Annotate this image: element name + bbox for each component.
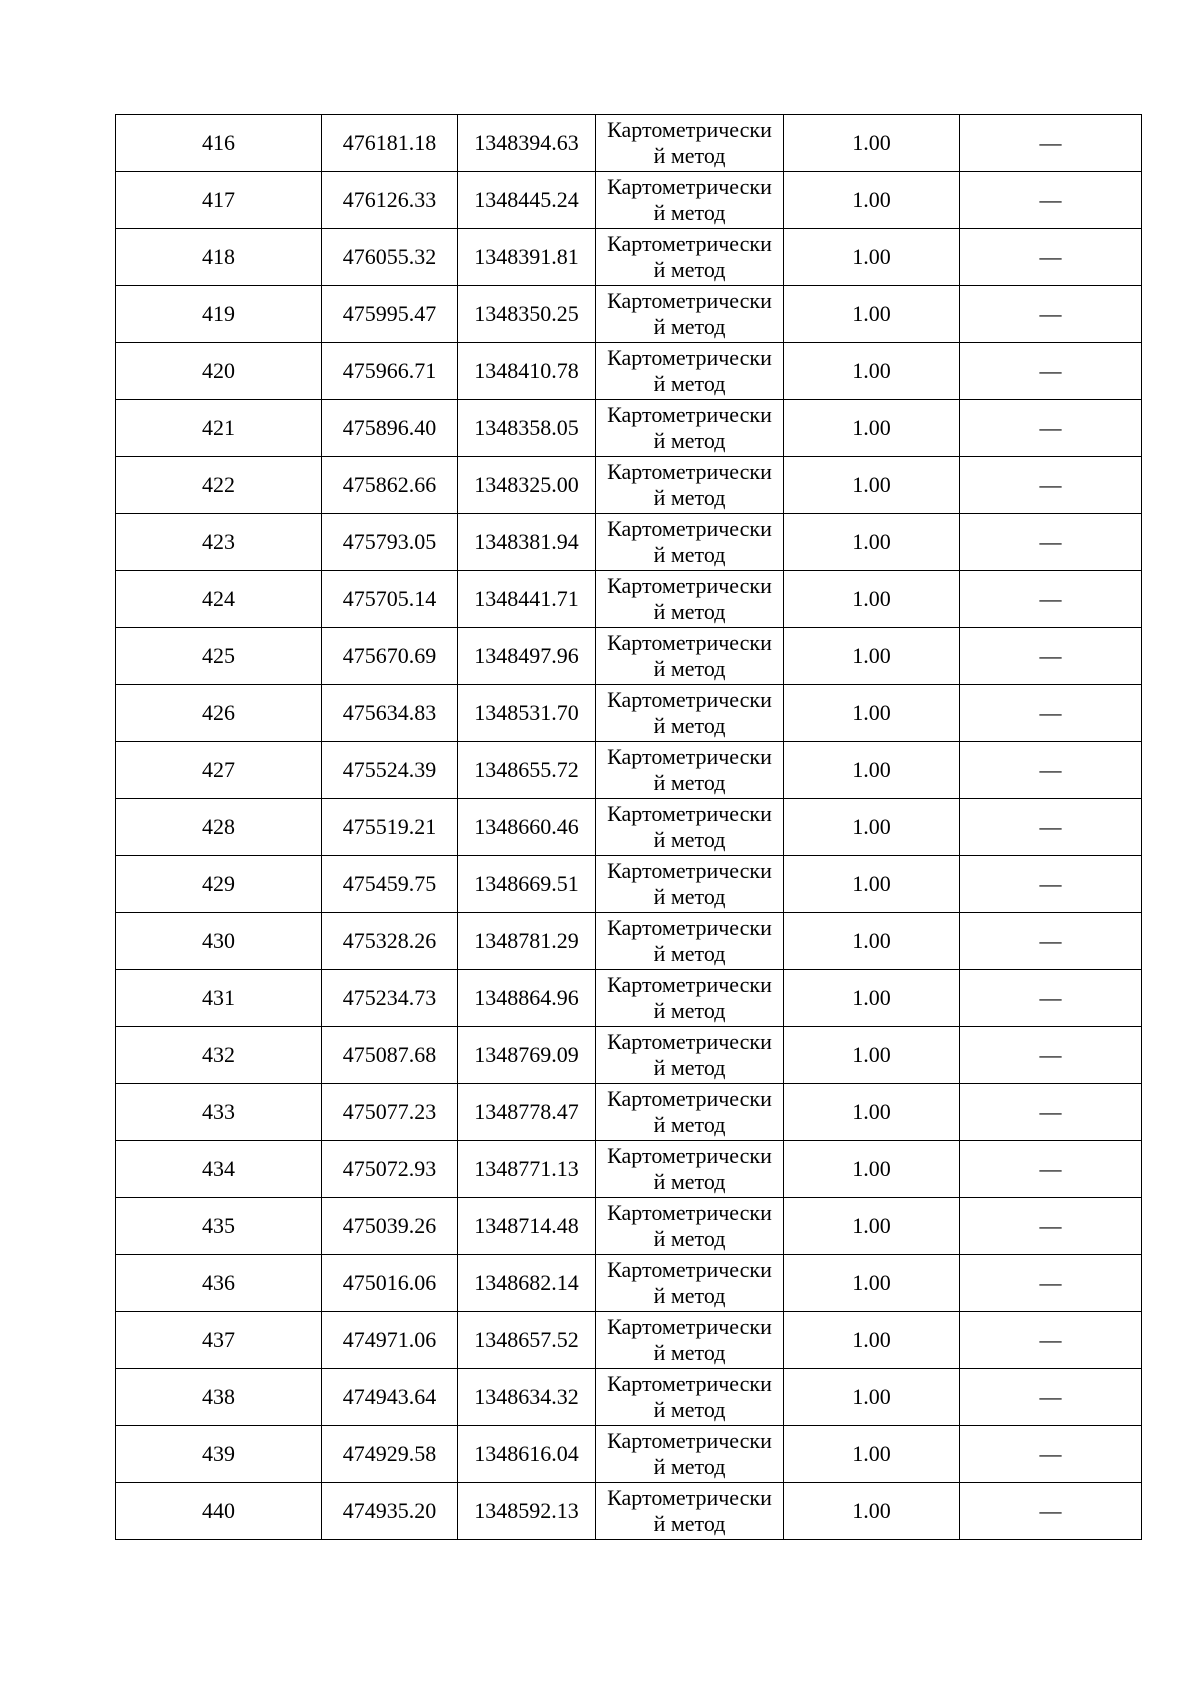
point-number-cell: 421 (116, 400, 322, 457)
x-coordinate-cell: 474971.06 (322, 1312, 458, 1369)
accuracy-cell: 1.00 (784, 343, 960, 400)
y-coordinate-cell: 1348325.00 (458, 457, 596, 514)
table-row (116, 400, 1142, 457)
point-number-cell: 426 (116, 685, 322, 742)
y-coordinate-cell: 1348778.47 (458, 1084, 596, 1141)
method-cell: Картометрически й метод (596, 742, 784, 799)
note-cell: — (960, 1426, 1142, 1483)
x-coordinate-cell: 475670.69 (322, 628, 458, 685)
table-row (116, 1084, 1142, 1141)
accuracy-cell: 1.00 (784, 400, 960, 457)
method-cell: Картометрически й метод (596, 571, 784, 628)
method-cell: Картометрически й метод (596, 1141, 784, 1198)
x-coordinate-cell: 475793.05 (322, 514, 458, 571)
point-number-cell: 436 (116, 1255, 322, 1312)
accuracy-cell: 1.00 (784, 1426, 960, 1483)
method-cell: Картометрически й метод (596, 172, 784, 229)
point-number-cell: 432 (116, 1027, 322, 1084)
y-coordinate-cell: 1348682.14 (458, 1255, 596, 1312)
table-row (116, 685, 1142, 742)
y-coordinate-cell: 1348714.48 (458, 1198, 596, 1255)
method-cell: Картометрически й метод (596, 457, 784, 514)
x-coordinate-cell: 474943.64 (322, 1369, 458, 1426)
table-row (116, 571, 1142, 628)
method-cell: Картометрически й метод (596, 913, 784, 970)
method-cell: Картометрически й метод (596, 286, 784, 343)
point-number-cell: 433 (116, 1084, 322, 1141)
method-cell: Картометрически й метод (596, 1255, 784, 1312)
point-number-cell: 430 (116, 913, 322, 970)
y-coordinate-cell: 1348391.81 (458, 229, 596, 286)
method-cell: Картометрически й метод (596, 1198, 784, 1255)
note-cell: — (960, 514, 1142, 571)
accuracy-cell: 1.00 (784, 970, 960, 1027)
table-row (116, 856, 1142, 913)
table-row (116, 457, 1142, 514)
method-cell: Картометрически й метод (596, 685, 784, 742)
x-coordinate-cell: 475896.40 (322, 400, 458, 457)
y-coordinate-cell: 1348669.51 (458, 856, 596, 913)
table-row (116, 286, 1142, 343)
x-coordinate-cell: 476126.33 (322, 172, 458, 229)
accuracy-cell: 1.00 (784, 571, 960, 628)
point-number-cell: 419 (116, 286, 322, 343)
point-number-cell: 416 (116, 115, 322, 172)
note-cell: — (960, 229, 1142, 286)
y-coordinate-cell: 1348350.25 (458, 286, 596, 343)
note-cell: — (960, 742, 1142, 799)
accuracy-cell: 1.00 (784, 1141, 960, 1198)
note-cell: — (960, 1483, 1142, 1540)
table-row (116, 1255, 1142, 1312)
y-coordinate-cell: 1348531.70 (458, 685, 596, 742)
method-cell: Картометрически й метод (596, 343, 784, 400)
point-number-cell: 439 (116, 1426, 322, 1483)
x-coordinate-cell: 475072.93 (322, 1141, 458, 1198)
note-cell: — (960, 799, 1142, 856)
method-cell: Картометрически й метод (596, 799, 784, 856)
y-coordinate-cell: 1348660.46 (458, 799, 596, 856)
method-cell: Картометрически й метод (596, 628, 784, 685)
accuracy-cell: 1.00 (784, 1255, 960, 1312)
note-cell: — (960, 286, 1142, 343)
note-cell: — (960, 343, 1142, 400)
x-coordinate-cell: 475995.47 (322, 286, 458, 343)
x-coordinate-cell: 474929.58 (322, 1426, 458, 1483)
point-number-cell: 429 (116, 856, 322, 913)
accuracy-cell: 1.00 (784, 856, 960, 913)
method-cell: Картометрически й метод (596, 115, 784, 172)
accuracy-cell: 1.00 (784, 1198, 960, 1255)
y-coordinate-cell: 1348592.13 (458, 1483, 596, 1540)
note-cell: — (960, 115, 1142, 172)
table-row (116, 1027, 1142, 1084)
x-coordinate-cell: 475966.71 (322, 343, 458, 400)
note-cell: — (960, 1141, 1142, 1198)
coordinates-table-body (116, 115, 1142, 1540)
x-coordinate-cell: 475039.26 (322, 1198, 458, 1255)
note-cell: — (960, 628, 1142, 685)
table-row (116, 970, 1142, 1027)
coordinates-table (115, 114, 1142, 1540)
table-row (116, 115, 1142, 172)
table-row (116, 229, 1142, 286)
accuracy-cell: 1.00 (784, 685, 960, 742)
accuracy-cell: 1.00 (784, 1369, 960, 1426)
y-coordinate-cell: 1348358.05 (458, 400, 596, 457)
method-cell: Картометрически й метод (596, 1312, 784, 1369)
note-cell: — (960, 1198, 1142, 1255)
x-coordinate-cell: 474935.20 (322, 1483, 458, 1540)
x-coordinate-cell: 475705.14 (322, 571, 458, 628)
accuracy-cell: 1.00 (784, 628, 960, 685)
y-coordinate-cell: 1348634.32 (458, 1369, 596, 1426)
x-coordinate-cell: 475519.21 (322, 799, 458, 856)
table-row (116, 799, 1142, 856)
y-coordinate-cell: 1348445.24 (458, 172, 596, 229)
x-coordinate-cell: 475524.39 (322, 742, 458, 799)
method-cell: Картометрически й метод (596, 970, 784, 1027)
point-number-cell: 431 (116, 970, 322, 1027)
y-coordinate-cell: 1348781.29 (458, 913, 596, 970)
x-coordinate-cell: 475087.68 (322, 1027, 458, 1084)
accuracy-cell: 1.00 (784, 172, 960, 229)
method-cell: Картометрически й метод (596, 1426, 784, 1483)
note-cell: — (960, 970, 1142, 1027)
point-number-cell: 437 (116, 1312, 322, 1369)
accuracy-cell: 1.00 (784, 115, 960, 172)
y-coordinate-cell: 1348769.09 (458, 1027, 596, 1084)
note-cell: — (960, 1369, 1142, 1426)
point-number-cell: 427 (116, 742, 322, 799)
method-cell: Картометрически й метод (596, 1369, 784, 1426)
method-cell: Картометрически й метод (596, 229, 784, 286)
table-row (116, 1141, 1142, 1198)
x-coordinate-cell: 475862.66 (322, 457, 458, 514)
note-cell: — (960, 913, 1142, 970)
y-coordinate-cell: 1348441.71 (458, 571, 596, 628)
method-cell: Картометрически й метод (596, 1027, 784, 1084)
accuracy-cell: 1.00 (784, 286, 960, 343)
point-number-cell: 423 (116, 514, 322, 571)
y-coordinate-cell: 1348657.52 (458, 1312, 596, 1369)
x-coordinate-cell: 475077.23 (322, 1084, 458, 1141)
method-cell: Картометрически й метод (596, 1084, 784, 1141)
y-coordinate-cell: 1348771.13 (458, 1141, 596, 1198)
table-row (116, 1483, 1142, 1540)
point-number-cell: 434 (116, 1141, 322, 1198)
table-row (116, 514, 1142, 571)
table-row (116, 1312, 1142, 1369)
accuracy-cell: 1.00 (784, 913, 960, 970)
point-number-cell: 428 (116, 799, 322, 856)
accuracy-cell: 1.00 (784, 1312, 960, 1369)
accuracy-cell: 1.00 (784, 1027, 960, 1084)
y-coordinate-cell: 1348497.96 (458, 628, 596, 685)
note-cell: — (960, 172, 1142, 229)
table-row (116, 1426, 1142, 1483)
point-number-cell: 422 (116, 457, 322, 514)
note-cell: — (960, 1027, 1142, 1084)
accuracy-cell: 1.00 (784, 799, 960, 856)
method-cell: Картометрически й метод (596, 400, 784, 457)
y-coordinate-cell: 1348864.96 (458, 970, 596, 1027)
note-cell: — (960, 1312, 1142, 1369)
x-coordinate-cell: 475634.83 (322, 685, 458, 742)
x-coordinate-cell: 476181.18 (322, 115, 458, 172)
point-number-cell: 438 (116, 1369, 322, 1426)
x-coordinate-cell: 476055.32 (322, 229, 458, 286)
note-cell: — (960, 1255, 1142, 1312)
accuracy-cell: 1.00 (784, 1483, 960, 1540)
method-cell: Картометрически й метод (596, 856, 784, 913)
method-cell: Картометрически й метод (596, 514, 784, 571)
point-number-cell: 424 (116, 571, 322, 628)
note-cell: — (960, 1084, 1142, 1141)
x-coordinate-cell: 475328.26 (322, 913, 458, 970)
table-row (116, 172, 1142, 229)
note-cell: — (960, 571, 1142, 628)
accuracy-cell: 1.00 (784, 742, 960, 799)
y-coordinate-cell: 1348616.04 (458, 1426, 596, 1483)
point-number-cell: 418 (116, 229, 322, 286)
note-cell: — (960, 856, 1142, 913)
point-number-cell: 417 (116, 172, 322, 229)
point-number-cell: 440 (116, 1483, 322, 1540)
accuracy-cell: 1.00 (784, 457, 960, 514)
x-coordinate-cell: 475234.73 (322, 970, 458, 1027)
point-number-cell: 435 (116, 1198, 322, 1255)
y-coordinate-cell: 1348655.72 (458, 742, 596, 799)
accuracy-cell: 1.00 (784, 514, 960, 571)
table-row (116, 742, 1142, 799)
table-row (116, 1198, 1142, 1255)
note-cell: — (960, 685, 1142, 742)
x-coordinate-cell: 475016.06 (322, 1255, 458, 1312)
accuracy-cell: 1.00 (784, 229, 960, 286)
note-cell: — (960, 457, 1142, 514)
y-coordinate-cell: 1348381.94 (458, 514, 596, 571)
table-row (116, 1369, 1142, 1426)
table-row (116, 343, 1142, 400)
y-coordinate-cell: 1348394.63 (458, 115, 596, 172)
y-coordinate-cell: 1348410.78 (458, 343, 596, 400)
point-number-cell: 420 (116, 343, 322, 400)
accuracy-cell: 1.00 (784, 1084, 960, 1141)
table-row (116, 628, 1142, 685)
note-cell: — (960, 400, 1142, 457)
point-number-cell: 425 (116, 628, 322, 685)
table-row (116, 913, 1142, 970)
method-cell: Картометрически й метод (596, 1483, 784, 1540)
x-coordinate-cell: 475459.75 (322, 856, 458, 913)
